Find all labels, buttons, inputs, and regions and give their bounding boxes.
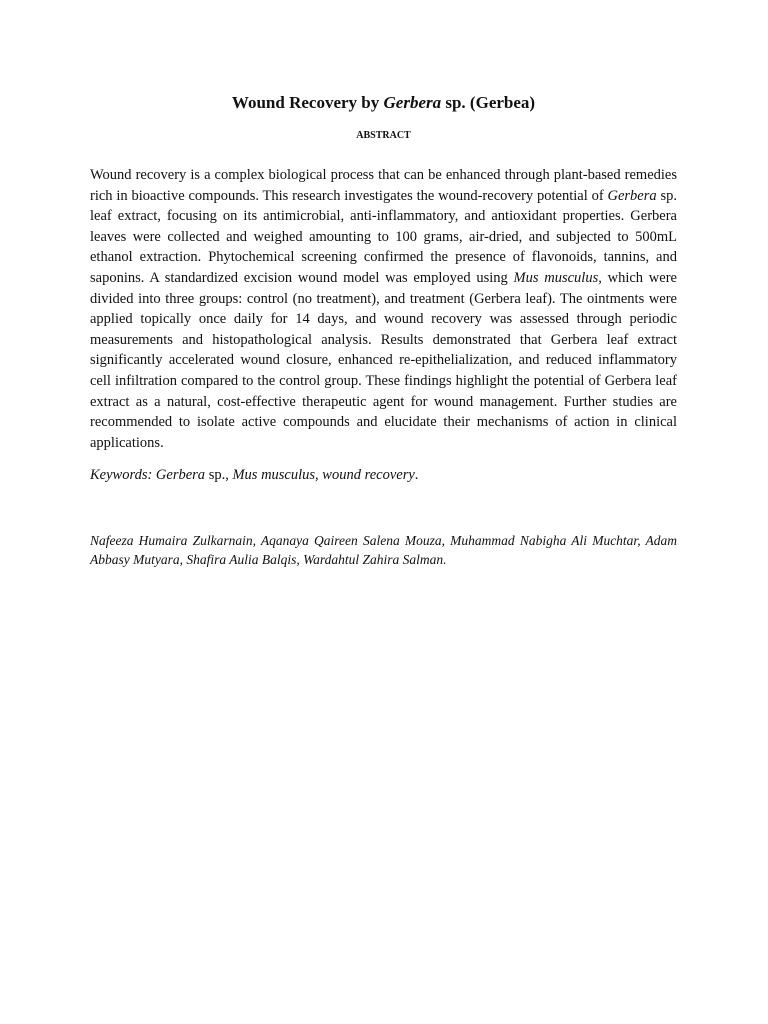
keywords-label: Keywords: xyxy=(90,467,156,483)
title-prefix: Wound Recovery by xyxy=(231,93,384,112)
abstract-part-2: sp. leaf extract, focusing on its antimicrobial, anti-inflammatory, and antioxidant properties. Gerbera leaves were collected and weighed amounting to 100 grams, air-dried, and subjected to 500mL ethanol extraction. Phytochemical screening confirmed the presence of flavonoids, tannins, and saponins. A standardized excision wound model was employed using xyxy=(90,187,677,286)
abstract-part-1: Wound recovery is a complex biological process that can be enhanced through plant-based remedies rich in bioactive compounds. This research investigates the wound-recovery potential of xyxy=(90,167,677,204)
abstract-species: Mus musculus xyxy=(513,269,599,286)
keyword-gerbera-suffix: sp., xyxy=(205,467,229,483)
abstract-genus: Gerbera xyxy=(607,187,657,204)
keyword-separator: , xyxy=(315,467,323,483)
paper-title xyxy=(90,92,677,114)
abstract-text xyxy=(90,165,677,453)
keywords-line xyxy=(90,465,677,485)
keyword-gerbera: Gerbera xyxy=(155,467,206,483)
title-genus: Gerbera xyxy=(383,93,442,112)
keyword-mus-musculus: Mus musculus xyxy=(232,467,316,483)
title-suffix: sp. (Gerbea) xyxy=(441,93,536,112)
keywords-end: . xyxy=(414,467,419,483)
abstract-part-3: , which were divided into three groups: control (no treatment), and treatment (Gerbera leaf). The ointments were applied topically once daily for 14 days, and wound recovery was assessed through periodic measurements and histopathological analysis. Results demonstrated that Gerbera leaf extract significantly accelerated wound closure, enhanced re-epithelialization, and reduced inflammatory cell infiltration compared to the control group. These findings highlight the potential of Gerbera leaf extract as a natural, cost-effective therapeutic agent for wound management. Further studies are recommended to isolate active compounds and elucidate their mechanisms of action in clinical applications. xyxy=(90,269,677,451)
author-list: Nafeeza Humaira Zulkarnain, Aqanaya Qaireen Salena Mouza, Muhammad Nabigha Ali Muchtar, Adam Abbasy Mutyara, Shafira Aulia Balqis, Wardahtul Zahira Salman. xyxy=(90,533,677,567)
abstract-heading: ABSTRACT xyxy=(356,130,411,141)
keyword-wound-recovery: wound recovery xyxy=(322,467,415,483)
